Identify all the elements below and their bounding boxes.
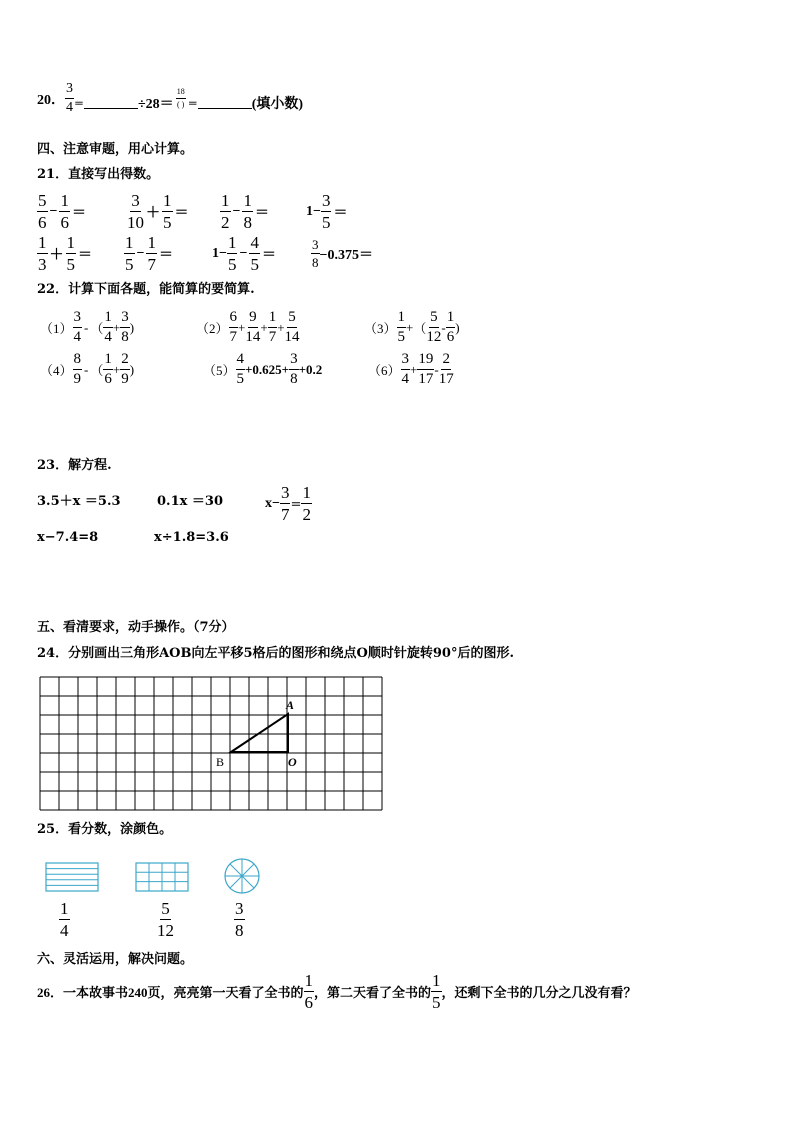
question-26 bbox=[37, 972, 637, 1011]
equals: ＝ bbox=[290, 498, 302, 511]
q21-title: 21．直接写出得数。 bbox=[37, 167, 160, 182]
q20-hint: (填小数) bbox=[251, 96, 304, 112]
denominator: 10 bbox=[127, 213, 144, 232]
q20-blank-2[interactable] bbox=[198, 96, 252, 109]
q22-item-2: （2） $\frac{6}{7}$ + $\frac{9}{14}$ + $\frac{1}{7}$ + $\frac{5}{14}$ bbox=[196, 309, 300, 345]
q22-item-5: （5） $\frac{4}{5}$ +0.625+ $\frac{3}{8}$ +0.2 bbox=[203, 351, 323, 387]
q21-item-2 bbox=[127, 192, 191, 231]
plus: + bbox=[260, 319, 268, 335]
q23-equation-2: 0.1x ＝30 bbox=[157, 494, 223, 509]
denominator: 12 bbox=[157, 921, 174, 940]
right-paren: ) bbox=[129, 361, 135, 377]
minus: - bbox=[441, 319, 446, 335]
label-a: A bbox=[286, 698, 295, 712]
q20-number: 20． bbox=[37, 92, 65, 108]
label-o: O bbox=[288, 755, 297, 769]
equals: ＝ bbox=[174, 205, 189, 221]
q25-rect-quarters[interactable] bbox=[45, 862, 100, 892]
item-number: （5） bbox=[203, 363, 236, 378]
denominator: 5 bbox=[125, 255, 134, 274]
q20-blank-1[interactable] bbox=[84, 96, 138, 109]
question-20 bbox=[37, 82, 303, 115]
operator: − bbox=[232, 203, 241, 219]
q26-text-2: ，第二天看了全书的 bbox=[314, 985, 432, 1000]
q24-title: 24．分别画出三角形AOB向左平移5格后的图形和绕点O顺时针旋转90°后的图形. bbox=[37, 646, 514, 661]
q23-equation-3 bbox=[265, 484, 312, 523]
q21-item-8 bbox=[311, 238, 373, 269]
q21-item-3 bbox=[220, 192, 271, 231]
left-paren: （ bbox=[90, 363, 104, 378]
prefix: 1− bbox=[212, 245, 227, 261]
numerator: 1 bbox=[60, 191, 69, 210]
text: +0.625+ bbox=[245, 361, 290, 377]
numerator: 1 bbox=[221, 191, 230, 210]
item-number: （3） bbox=[364, 321, 397, 336]
numerator: 3 bbox=[321, 191, 331, 210]
q26-text-3: ，还剩下全书的几分之几没有看？ bbox=[441, 985, 637, 1000]
equals: ＝ bbox=[71, 205, 86, 221]
left-paren: （ bbox=[413, 321, 427, 336]
numerator: 3 bbox=[235, 899, 244, 918]
q25-rect-twelfths[interactable] bbox=[135, 862, 190, 892]
denominator: 6 bbox=[38, 213, 47, 232]
equals: ＝ bbox=[254, 205, 269, 221]
denominator: 5 bbox=[227, 255, 237, 274]
numerator: 1 bbox=[304, 971, 314, 990]
q23-equation-1: 3.5＋x ＝5.3 bbox=[37, 494, 121, 509]
numerator: 1 bbox=[227, 233, 237, 252]
equals: ＝ bbox=[261, 247, 276, 263]
denominator: 8 bbox=[312, 255, 319, 270]
q21-item-5 bbox=[37, 234, 94, 273]
q25-fraction-3 bbox=[234, 900, 245, 939]
equals: ＝ bbox=[158, 247, 173, 263]
q21-item-1 bbox=[37, 192, 88, 231]
denominator: 7 bbox=[147, 255, 156, 274]
numerator: 1 bbox=[163, 191, 172, 210]
q20-fraction-2: $\frac{18}{( )}$ bbox=[176, 87, 185, 109]
q25-title: 25．看分数，涂颜色。 bbox=[37, 822, 173, 837]
plus: + bbox=[410, 361, 418, 377]
q22-item-4: （4） $\frac{8}{9}$ - （ $\frac{1}{6}$ + $\frac{2}{9}$ ) bbox=[40, 351, 135, 387]
operator: − bbox=[239, 245, 248, 261]
operator: − bbox=[136, 245, 145, 261]
item-number: （6） bbox=[368, 363, 401, 378]
denominator: 4 bbox=[60, 921, 69, 940]
numerator: 3 bbox=[280, 483, 290, 502]
prefix: x− bbox=[265, 495, 280, 511]
label-b: B bbox=[216, 755, 225, 769]
section-6-heading: 六、灵活运用，解决问题。 bbox=[37, 952, 194, 967]
denominator: 8 bbox=[235, 921, 244, 940]
minus: - bbox=[84, 319, 89, 335]
plus: + bbox=[277, 319, 285, 335]
q21-item-7 bbox=[212, 234, 278, 273]
numerator: 1 bbox=[66, 233, 75, 252]
triangle-aob bbox=[231, 714, 288, 752]
operator: ＋ bbox=[146, 205, 160, 221]
q22-item-3: （3） $\frac{1}{5}$ + （ $\frac{5}{12}$ - $\frac{1}{6}$ ) bbox=[364, 309, 460, 345]
q20-equals-2: ＝ bbox=[187, 99, 198, 110]
numerator: 1 bbox=[147, 233, 156, 252]
q20-fraction-1: $\frac{3}{4}$ bbox=[66, 81, 73, 115]
denominator: 5 bbox=[163, 213, 172, 232]
numerator: 1 bbox=[243, 191, 252, 210]
denominator: 5 bbox=[66, 255, 75, 274]
minus: - bbox=[434, 361, 439, 377]
q20-equals: ＝ bbox=[74, 99, 84, 110]
operator: ＋ bbox=[49, 247, 64, 263]
q21-item-4 bbox=[306, 192, 349, 231]
plus: + bbox=[238, 319, 246, 335]
q22-item-6: （6） $\frac{3}{4}$ + $\frac{19}{17}$ - $\frac{2}{17}$ bbox=[368, 351, 454, 387]
item-number: （4） bbox=[40, 363, 73, 378]
numerator: 1 bbox=[302, 483, 311, 502]
numerator: 5 bbox=[161, 899, 170, 918]
denominator: 7 bbox=[280, 505, 290, 524]
q22-title: 22．计算下面各题，能简算的要简算. bbox=[37, 282, 255, 297]
item-number: （1） bbox=[40, 321, 73, 336]
operator: − bbox=[49, 203, 58, 219]
denominator: 8 bbox=[243, 213, 252, 232]
denominator: 5 bbox=[432, 993, 441, 1012]
text: +0.2 bbox=[298, 361, 323, 377]
minus: - bbox=[84, 361, 89, 377]
denominator: 2 bbox=[302, 505, 311, 524]
q24-grid[interactable] bbox=[38, 675, 384, 811]
numerator: 3 bbox=[131, 191, 140, 210]
left-paren: （ bbox=[90, 321, 104, 336]
q25-fraction-1 bbox=[59, 900, 70, 939]
item-number: （2） bbox=[196, 321, 229, 336]
q20-div-28: ÷28＝ bbox=[138, 96, 174, 112]
q25-fraction-2 bbox=[157, 900, 174, 939]
plus: + bbox=[112, 361, 121, 377]
denominator: 5 bbox=[250, 255, 259, 274]
numerator: 3 bbox=[312, 237, 319, 252]
equals: ＝ bbox=[333, 205, 348, 221]
prefix: 1− bbox=[306, 203, 321, 219]
q23-equation-4: x−7.4=8 bbox=[37, 530, 99, 545]
q25-circle-eighths[interactable] bbox=[222, 856, 262, 896]
numerator: 1 bbox=[432, 971, 441, 990]
numerator: 5 bbox=[38, 191, 47, 210]
equals: ＝ bbox=[78, 247, 92, 263]
plus: + bbox=[112, 319, 121, 335]
q23-title: 23．解方程. bbox=[37, 458, 112, 473]
q21-item-6 bbox=[124, 234, 175, 273]
q23-equation-5: x÷1.8=3.6 bbox=[154, 530, 229, 545]
denominator: 6 bbox=[304, 993, 314, 1012]
tail: −0.375＝ bbox=[319, 247, 373, 263]
q26-text-1: 26．一本故事书240页，亮亮第一天看了全书的 bbox=[37, 985, 304, 1000]
denominator: 5 bbox=[321, 213, 331, 232]
numerator: 1 bbox=[125, 233, 134, 252]
numerator: 1 bbox=[38, 233, 47, 252]
denominator: 2 bbox=[221, 213, 230, 232]
denominator: 6 bbox=[60, 213, 69, 232]
numerator: 1 bbox=[60, 899, 69, 918]
plus: + bbox=[406, 319, 414, 335]
numerator: 4 bbox=[250, 233, 259, 252]
right-paren: ) bbox=[129, 319, 135, 335]
denominator: 3 bbox=[38, 255, 47, 274]
q22-item-1: （1） $\frac{3}{4}$ - （ $\frac{1}{4}$ + $\frac{3}{8}$ ) bbox=[40, 309, 135, 345]
section-5-heading: 五、看清要求，动手操作。（7分） bbox=[37, 620, 235, 635]
right-paren: ) bbox=[455, 319, 460, 335]
section-4-heading: 四、注意审题，用心计算。 bbox=[37, 142, 194, 157]
